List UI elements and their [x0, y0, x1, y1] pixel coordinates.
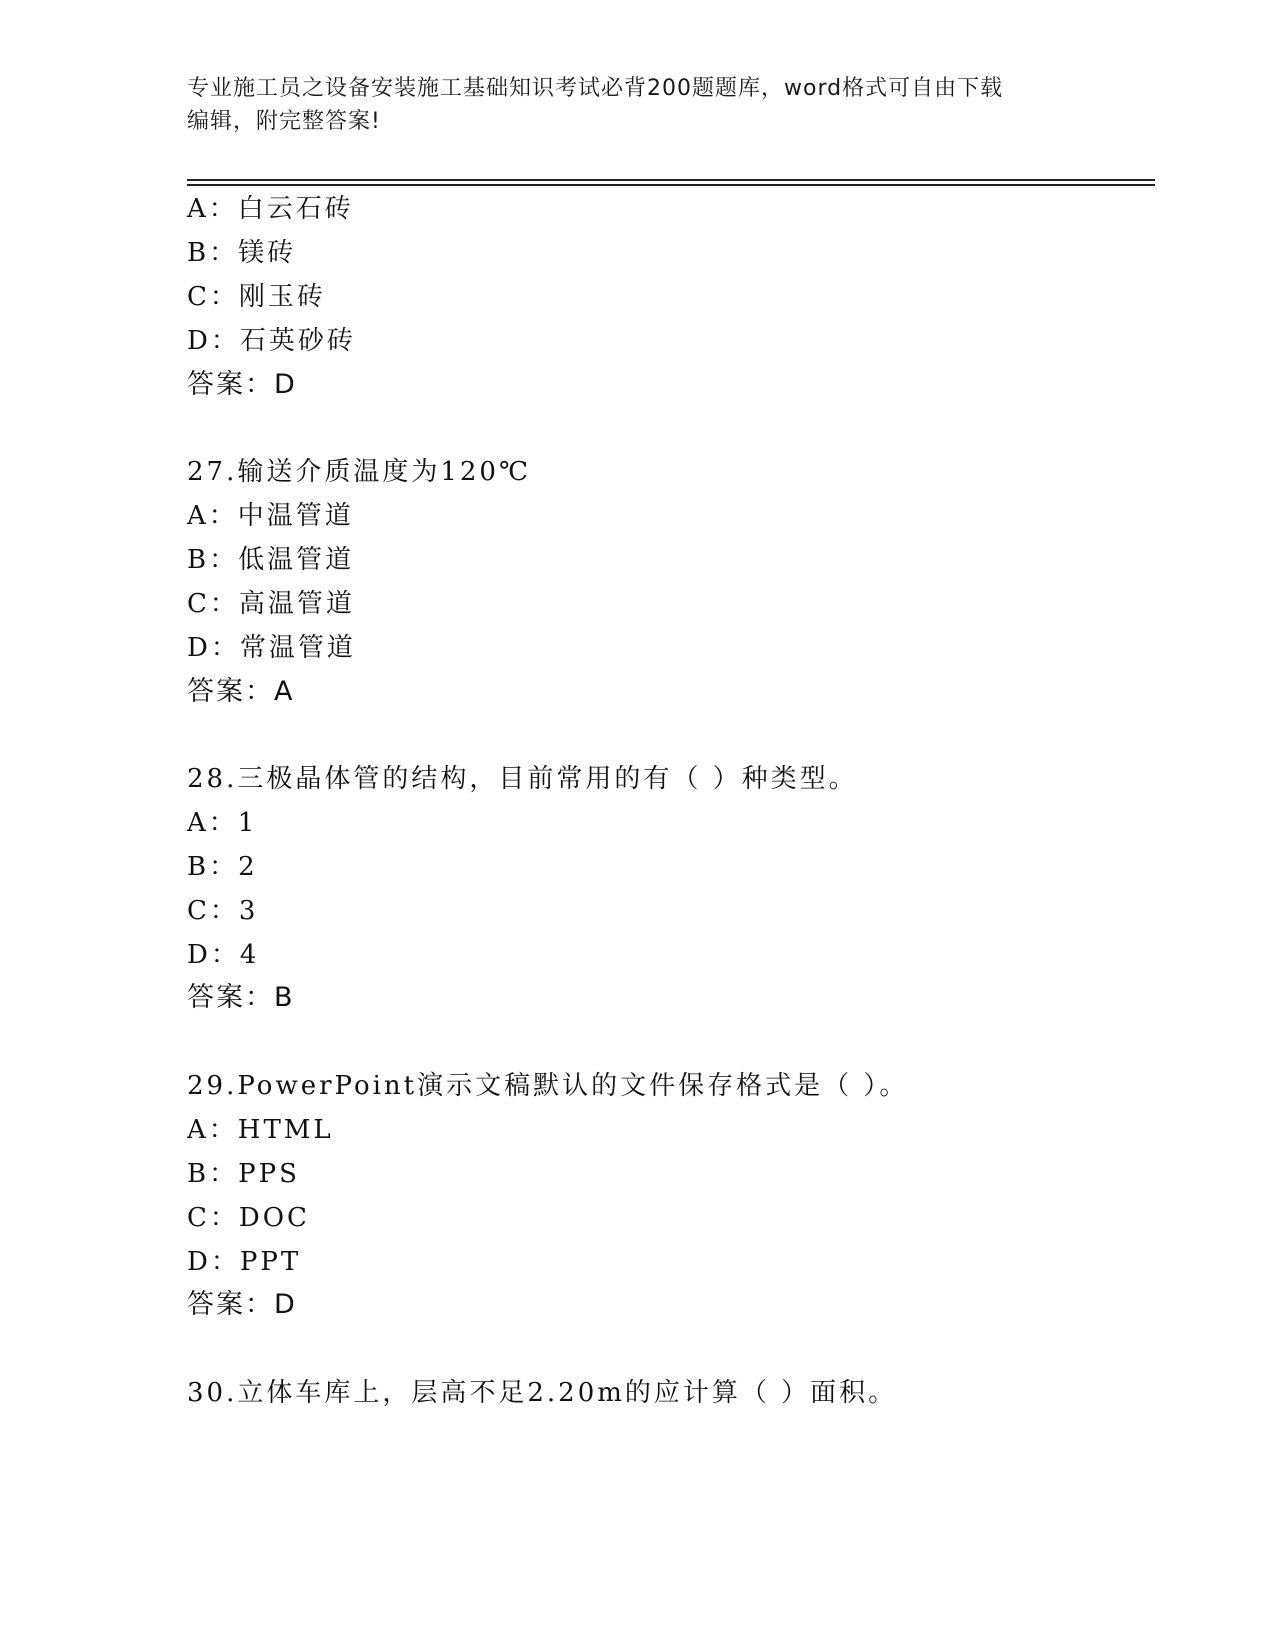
q29-option-b: B：PPS [187, 1159, 300, 1189]
q28-question: 28.三极晶体管的结构，目前常用的有（ ）种类型。 [187, 764, 858, 794]
q29-option-d: D：PPT [187, 1247, 302, 1277]
q29-option-c: C：DOC [187, 1203, 310, 1233]
q28-answer: 答案：B [187, 982, 295, 1013]
header-line-1: 专业施工员之设备安装施工基础知识考试必背200题题库，word格式可自由下载 [187, 76, 1004, 101]
q26-option-b: B：镁砖 [187, 238, 297, 268]
q26-option-a: A：白云石砖 [187, 194, 354, 224]
q29-option-a: A：HTML [187, 1115, 334, 1145]
header-divider-bottom [187, 184, 1155, 186]
q27-option-b: B：低温管道 [187, 545, 355, 575]
q29-answer: 答案：D [187, 1289, 297, 1320]
q26-option-d: D：石英砂砖 [187, 326, 356, 356]
q27-answer: 答案：A [187, 676, 295, 707]
header-divider-top [187, 179, 1155, 181]
q28-option-c: C：3 [187, 896, 259, 926]
q30-question: 30.立体车库上，层高不足2.20m的应计算（ ）面积。 [187, 1378, 898, 1408]
q27-option-a: A：中温管道 [187, 501, 354, 531]
q28-option-a: A：1 [187, 808, 258, 838]
header-line-2: 编辑，附完整答案! [187, 109, 381, 134]
q28-option-d: D：4 [187, 940, 260, 970]
q26-option-c: C：刚玉砖 [187, 282, 326, 312]
q27-option-c: C：高温管道 [187, 589, 355, 619]
q27-question: 27.输送介质温度为120℃ [187, 457, 532, 487]
q27-option-d: D：常温管道 [187, 633, 356, 663]
q26-answer: 答案：D [187, 369, 297, 400]
q28-option-b: B：2 [187, 852, 258, 882]
q29-question: 29.PowerPoint演示文稿默认的文件保存格式是（ ）。 [187, 1071, 909, 1101]
document-header [187, 72, 1087, 138]
